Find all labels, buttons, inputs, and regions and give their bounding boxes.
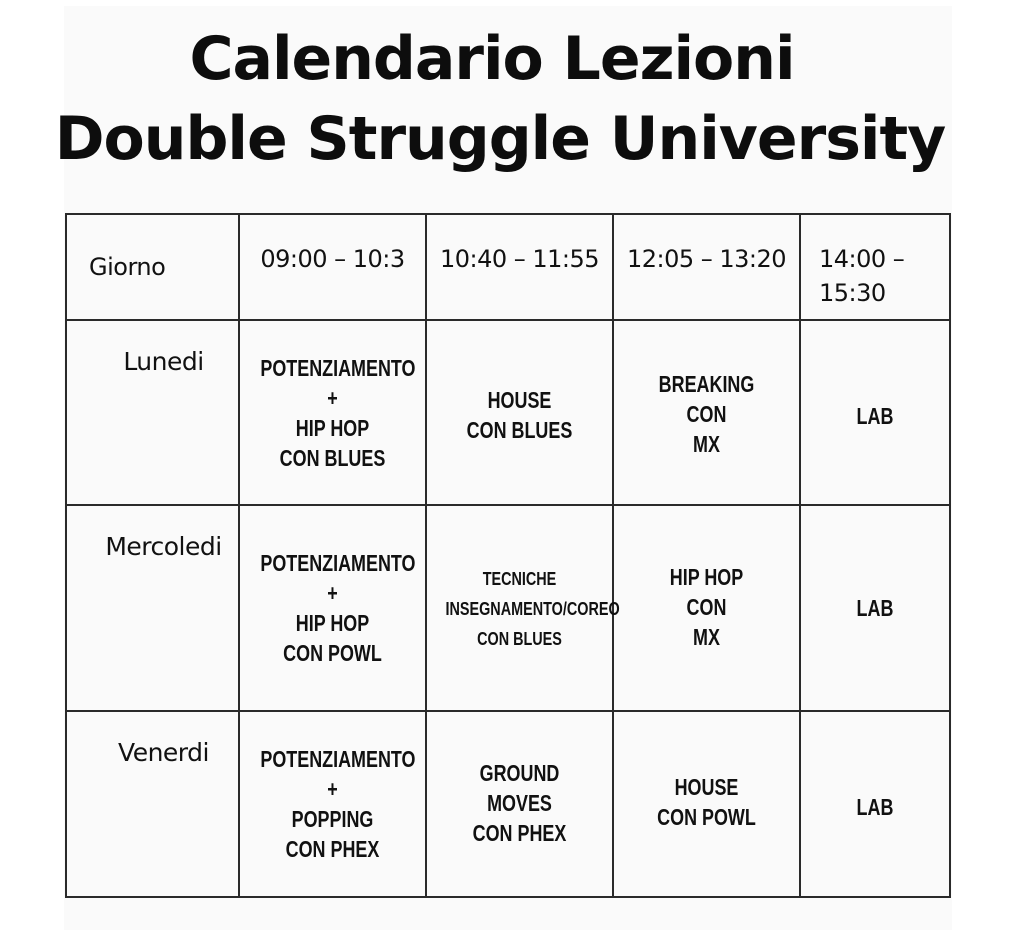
lesson-text: LAB: [856, 794, 894, 820]
lesson-cell: [239, 320, 426, 505]
lesson-cell: [613, 320, 800, 505]
header-row: [66, 214, 950, 320]
lesson-cell: [239, 711, 426, 897]
lesson-text: TECNICHE INSEGNAMENTO/COREO CON BLUES: [445, 569, 620, 649]
header-slot-2-label: 10:40 – 11:55: [439, 245, 600, 273]
lesson-text: POTENZIAMENTO + HIP HOP CON BLUES: [260, 354, 416, 471]
page-title-line-2: Double Struggle University: [54, 104, 946, 174]
lesson-text: GROUND MOVES CON PHEX: [472, 760, 567, 846]
header-slot-3-label: 12:05 – 13:20: [626, 245, 787, 273]
lesson-text: BREAKING CON MX: [658, 371, 755, 457]
lesson-text: LAB: [856, 403, 894, 429]
lesson-text: HIP HOP CON MX: [669, 564, 744, 650]
header-day: [66, 214, 239, 320]
header-slot-4-label-line-1: 14:00 –: [819, 245, 905, 273]
header-slot-1: [239, 214, 426, 320]
schedule-table: [65, 213, 951, 898]
table-row: [66, 505, 950, 711]
lesson-text: POTENZIAMENTO + HIP HOP CON POWL: [260, 550, 416, 666]
lesson-text: HOUSE CON POWL: [657, 774, 756, 830]
lesson-cell: [426, 320, 613, 505]
lesson-cell: [800, 711, 950, 897]
day-cell: Mercoledi: [66, 505, 239, 711]
header-day-label: Giorno: [89, 253, 166, 281]
lesson-text: LAB: [856, 595, 894, 621]
page-title-line-1: Calendario Lezioni: [189, 24, 795, 94]
header-slot-1-label: 09:00 – 10:3: [260, 245, 405, 273]
lesson-text: HOUSE CON BLUES: [466, 387, 573, 443]
lesson-cell: [800, 505, 950, 711]
lesson-cell: [239, 505, 426, 711]
lesson-cell: [800, 320, 950, 505]
table-row: [66, 711, 950, 897]
day-cell: Venerdi: [66, 711, 239, 897]
lesson-cell: [613, 711, 800, 897]
lesson-cell: [613, 505, 800, 711]
header-slot-4: [800, 214, 950, 320]
header-slot-2: [426, 214, 613, 320]
day-cell: Lunedi: [66, 320, 239, 505]
lesson-cell: [426, 505, 620, 711]
header-slot-3: [613, 214, 800, 320]
lesson-text: POTENZIAMENTO + POPPING CON PHEX: [260, 746, 416, 862]
header-slot-4-label-line-2: 15:30: [819, 279, 886, 307]
lesson-cell: [426, 711, 613, 897]
table-row: [66, 320, 950, 505]
